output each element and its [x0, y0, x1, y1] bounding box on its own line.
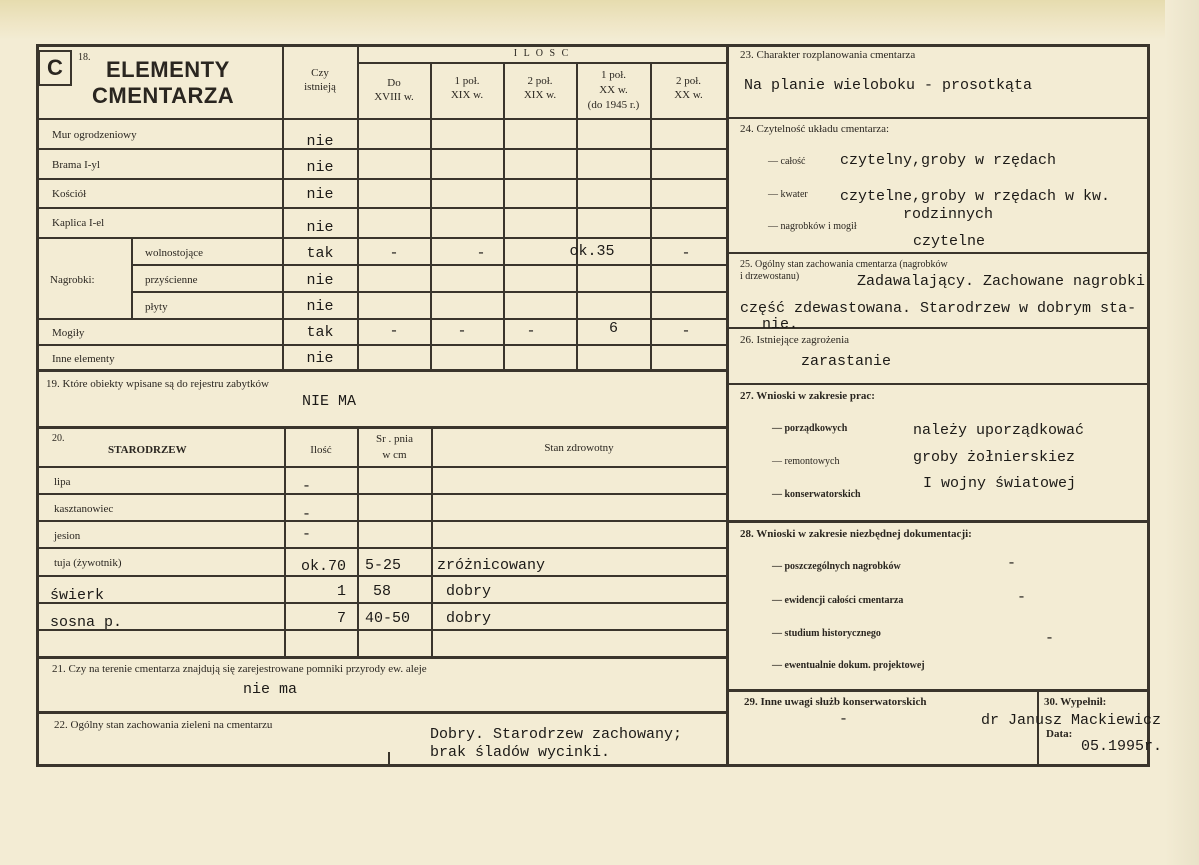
- qty-cell: -: [681, 323, 691, 340]
- s26-bottom: [726, 383, 1147, 385]
- s18-header-bottom: [36, 118, 726, 120]
- s25-label1: 25. Ogólny stan zachowania cmentarza (nagrobków: [740, 259, 948, 270]
- s30-data-value: 05.1995r.: [1081, 738, 1163, 755]
- qty-cell: -: [389, 323, 399, 340]
- ilosc-header: I L O S C: [513, 48, 571, 59]
- row-line: [36, 207, 726, 209]
- s19-bottom: [36, 426, 726, 429]
- paper-stain: [0, 0, 1199, 40]
- s20-col-stan: Stan zdrowotny: [544, 442, 614, 454]
- row-line: [36, 547, 726, 549]
- tree-health: zróżnicowany: [437, 557, 546, 574]
- col-header: 2 poł.: [527, 75, 553, 87]
- col-header: XVIII w.: [374, 91, 414, 103]
- s18-bottom: [36, 369, 726, 372]
- row-line: [36, 178, 726, 180]
- s20-col-pnia2: w cm: [382, 449, 407, 461]
- s23-label: 23. Charakter rozplanowania cmentarza: [740, 49, 916, 61]
- tree-name: jesion: [54, 530, 81, 542]
- row-label: płyty: [145, 301, 168, 313]
- s23-value: Na planie wieloboku - prosotkąta: [744, 77, 1033, 94]
- row-line: [36, 237, 726, 239]
- s20-header-bottom: [36, 466, 726, 468]
- s21-bottom: [36, 711, 726, 714]
- s29-label: 29. Inne uwagi służb konserwatorskich: [744, 696, 927, 708]
- row-line: [132, 291, 726, 293]
- tree-diam: 58: [373, 583, 392, 600]
- s25-value2: część zdewastowana. Starodrzew w dobrym sta-: [740, 300, 1137, 317]
- tree-name: lipa: [54, 476, 71, 488]
- section-title-line2: CMENTARZA: [92, 83, 235, 108]
- paper-edge: [1165, 0, 1199, 865]
- tree-diam: 5-25: [365, 557, 402, 574]
- s24-kwater-label: — kwater: [768, 189, 808, 200]
- czy-istnieja-line1: Czy: [311, 67, 329, 79]
- row-label: wolnostojące: [145, 247, 204, 259]
- s25-value1: Zadawalający. Zachowane nagrobki: [857, 273, 1146, 290]
- s26-label: 26. Istniejące zagrożenia: [740, 334, 850, 346]
- exists-value: nie: [306, 159, 334, 176]
- section-number: 18.: [78, 52, 91, 63]
- tree-name: sosna p.: [50, 614, 123, 631]
- s22-value2: brak śladów wycinki.: [430, 744, 611, 761]
- col-header: XX w.: [599, 84, 628, 96]
- s27-value2: groby żołnierskiez: [913, 449, 1076, 466]
- s28-label: 28. Wnioski w zakresie niezbędnej dokumentacji:: [740, 528, 972, 540]
- section-letter: C: [38, 50, 72, 86]
- ilosc-underline: [358, 62, 726, 64]
- s28-item-label: — ewentualnie dokum. projektowej: [772, 660, 925, 671]
- col-header: XIX w.: [523, 89, 557, 101]
- s24-calosc-label: — całość: [768, 156, 806, 167]
- qty-cell: -: [476, 245, 486, 262]
- row-line: [36, 148, 726, 150]
- qty-cell: 6: [608, 320, 618, 337]
- tree-qty: -: [302, 478, 312, 495]
- tick: [388, 752, 390, 766]
- row-line: [36, 575, 726, 577]
- frame-top: [36, 44, 1148, 47]
- s24-kwater-value: czytelne,groby w rzędach w kw.: [840, 188, 1111, 205]
- nagrobki-divider: [131, 237, 133, 318]
- frame-middle: [726, 44, 729, 766]
- tree-health: dobry: [446, 583, 492, 600]
- tree-name: kasztanowiec: [54, 503, 114, 515]
- frame-bottom: [36, 764, 1150, 767]
- s25-label2: i drzewostanu): [740, 271, 800, 282]
- qty-cell: -: [681, 245, 691, 262]
- s27-konserw: — konserwatorskich: [772, 489, 861, 500]
- s24-kwater-value2: rodzinnych: [903, 206, 994, 223]
- row-label: Mogiły: [52, 327, 85, 339]
- s20-bottom: [36, 656, 726, 659]
- s20-col-ilosc: Ilość: [310, 444, 332, 456]
- s24-bottom: [726, 252, 1147, 254]
- exists-value: nie: [306, 350, 334, 367]
- qty-cell: -: [389, 245, 399, 262]
- row-line: [36, 629, 726, 631]
- row-line: [36, 602, 726, 604]
- s27-bottom: [726, 520, 1147, 523]
- s27-label: 27. Wnioski w zakresie prac:: [740, 390, 875, 402]
- s22-label: 22. Ogólny stan zachowania zieleni na cmentarzu: [54, 719, 273, 731]
- s30-data-label: Data:: [1046, 728, 1073, 740]
- section-title-line1: ELEMENTY: [106, 57, 230, 82]
- s27-value3: I wojny światowej: [923, 475, 1077, 492]
- row-line: [132, 264, 726, 266]
- col-header: XIX w.: [450, 89, 484, 101]
- row-label: Mur ogrodzeniowy: [52, 129, 137, 141]
- s28-item-value: -: [1045, 630, 1055, 647]
- tree-health: dobry: [446, 610, 492, 627]
- s29-value: -: [839, 711, 849, 728]
- row-line: [36, 344, 726, 346]
- row-label: Kościół: [52, 188, 87, 200]
- row-label: Brama I-yl: [52, 159, 100, 171]
- row-line: [36, 520, 726, 522]
- s28-item-label: — ewidencji całości cmentarza: [772, 595, 904, 606]
- row-label: przyścienne: [145, 274, 198, 286]
- s23-bottom: [726, 117, 1147, 119]
- exists-value: nie: [306, 133, 334, 150]
- s20-title: STARODRZEW: [108, 444, 187, 456]
- exists-value: nie: [306, 186, 334, 203]
- qty-cell: -: [526, 323, 536, 340]
- tree-diam: 40-50: [365, 610, 411, 627]
- col-header: (do 1945 r.): [587, 99, 640, 111]
- s21-label: 21. Czy na terenie cmentarza znajdują się zarejestrowane pomniki przyrody ew. aleje: [52, 663, 427, 675]
- row-label: Nagrobki:: [50, 274, 95, 286]
- col-header: 1 poł.: [454, 75, 480, 87]
- frame-right: [1147, 44, 1150, 766]
- row-label: Kaplica I-el: [52, 217, 105, 229]
- s28-item-label: — studium historycznego: [772, 628, 881, 639]
- s27-porz: — porządkowych: [772, 423, 848, 434]
- exists-value: nie: [306, 272, 334, 289]
- tree-name: tuja (żywotnik): [54, 557, 122, 569]
- s28-item-value: -: [1017, 589, 1027, 606]
- s24-label: 24. Czytelność układu cmentarza:: [740, 123, 890, 135]
- s24-nagrobkow-label: — nagrobków i mogił: [768, 221, 857, 232]
- col-header: 1 poł.: [600, 69, 627, 81]
- qty-cell: ok.35: [569, 243, 615, 260]
- exists-value: nie: [306, 219, 334, 236]
- tree-qty: -: [302, 526, 312, 543]
- exists-value: tak: [306, 324, 334, 341]
- s24-nagrobkow-value: czytelne: [913, 233, 986, 250]
- row-label: Inne elementy: [52, 353, 115, 365]
- s21-value: nie ma: [243, 681, 298, 698]
- exists-value: tak: [306, 245, 334, 262]
- s27-value1: należy uporządkować: [913, 422, 1085, 439]
- tree-qty: 7: [336, 610, 346, 627]
- s20-number: 20.: [52, 433, 65, 444]
- s30-name: dr Janusz Mackiewicz: [981, 712, 1162, 729]
- s20-col-pnia1: Sr . pnia: [376, 433, 413, 445]
- qty-cell: -: [457, 323, 467, 340]
- s27-remont: — remontowych: [772, 456, 840, 467]
- tree-qty: ok.70: [300, 558, 346, 575]
- tree-qty: 1: [336, 583, 346, 600]
- col-header: Do: [387, 77, 401, 89]
- col-header: 2 poł.: [675, 75, 702, 87]
- s19-value: NIE MA: [302, 393, 357, 410]
- s19-label: 19. Które obiekty wpisane są do rejestru zabytków: [46, 378, 269, 390]
- exists-value: nie: [306, 298, 334, 315]
- s24-calosc-value: czytelny,groby w rzędach: [840, 152, 1057, 169]
- s30-label: 30. Wypełnił:: [1044, 696, 1107, 708]
- s28-item-value: -: [1007, 555, 1017, 572]
- row-line: [36, 493, 726, 495]
- s22-value1: Dobry. Starodrzew zachowany;: [430, 726, 683, 743]
- tree-qty: -: [302, 506, 312, 523]
- s25-value3: nie.: [762, 316, 799, 333]
- s20-col-stan: [431, 426, 433, 656]
- czy-istnieja-line2: istnieją: [304, 81, 336, 93]
- col-header: XX w.: [674, 89, 703, 101]
- s28-bottom: [726, 689, 1147, 692]
- s28-item-label: — poszczególnych nagrobków: [772, 561, 901, 572]
- tree-name: świerk: [50, 587, 105, 604]
- s26-value: zarastanie: [801, 353, 892, 370]
